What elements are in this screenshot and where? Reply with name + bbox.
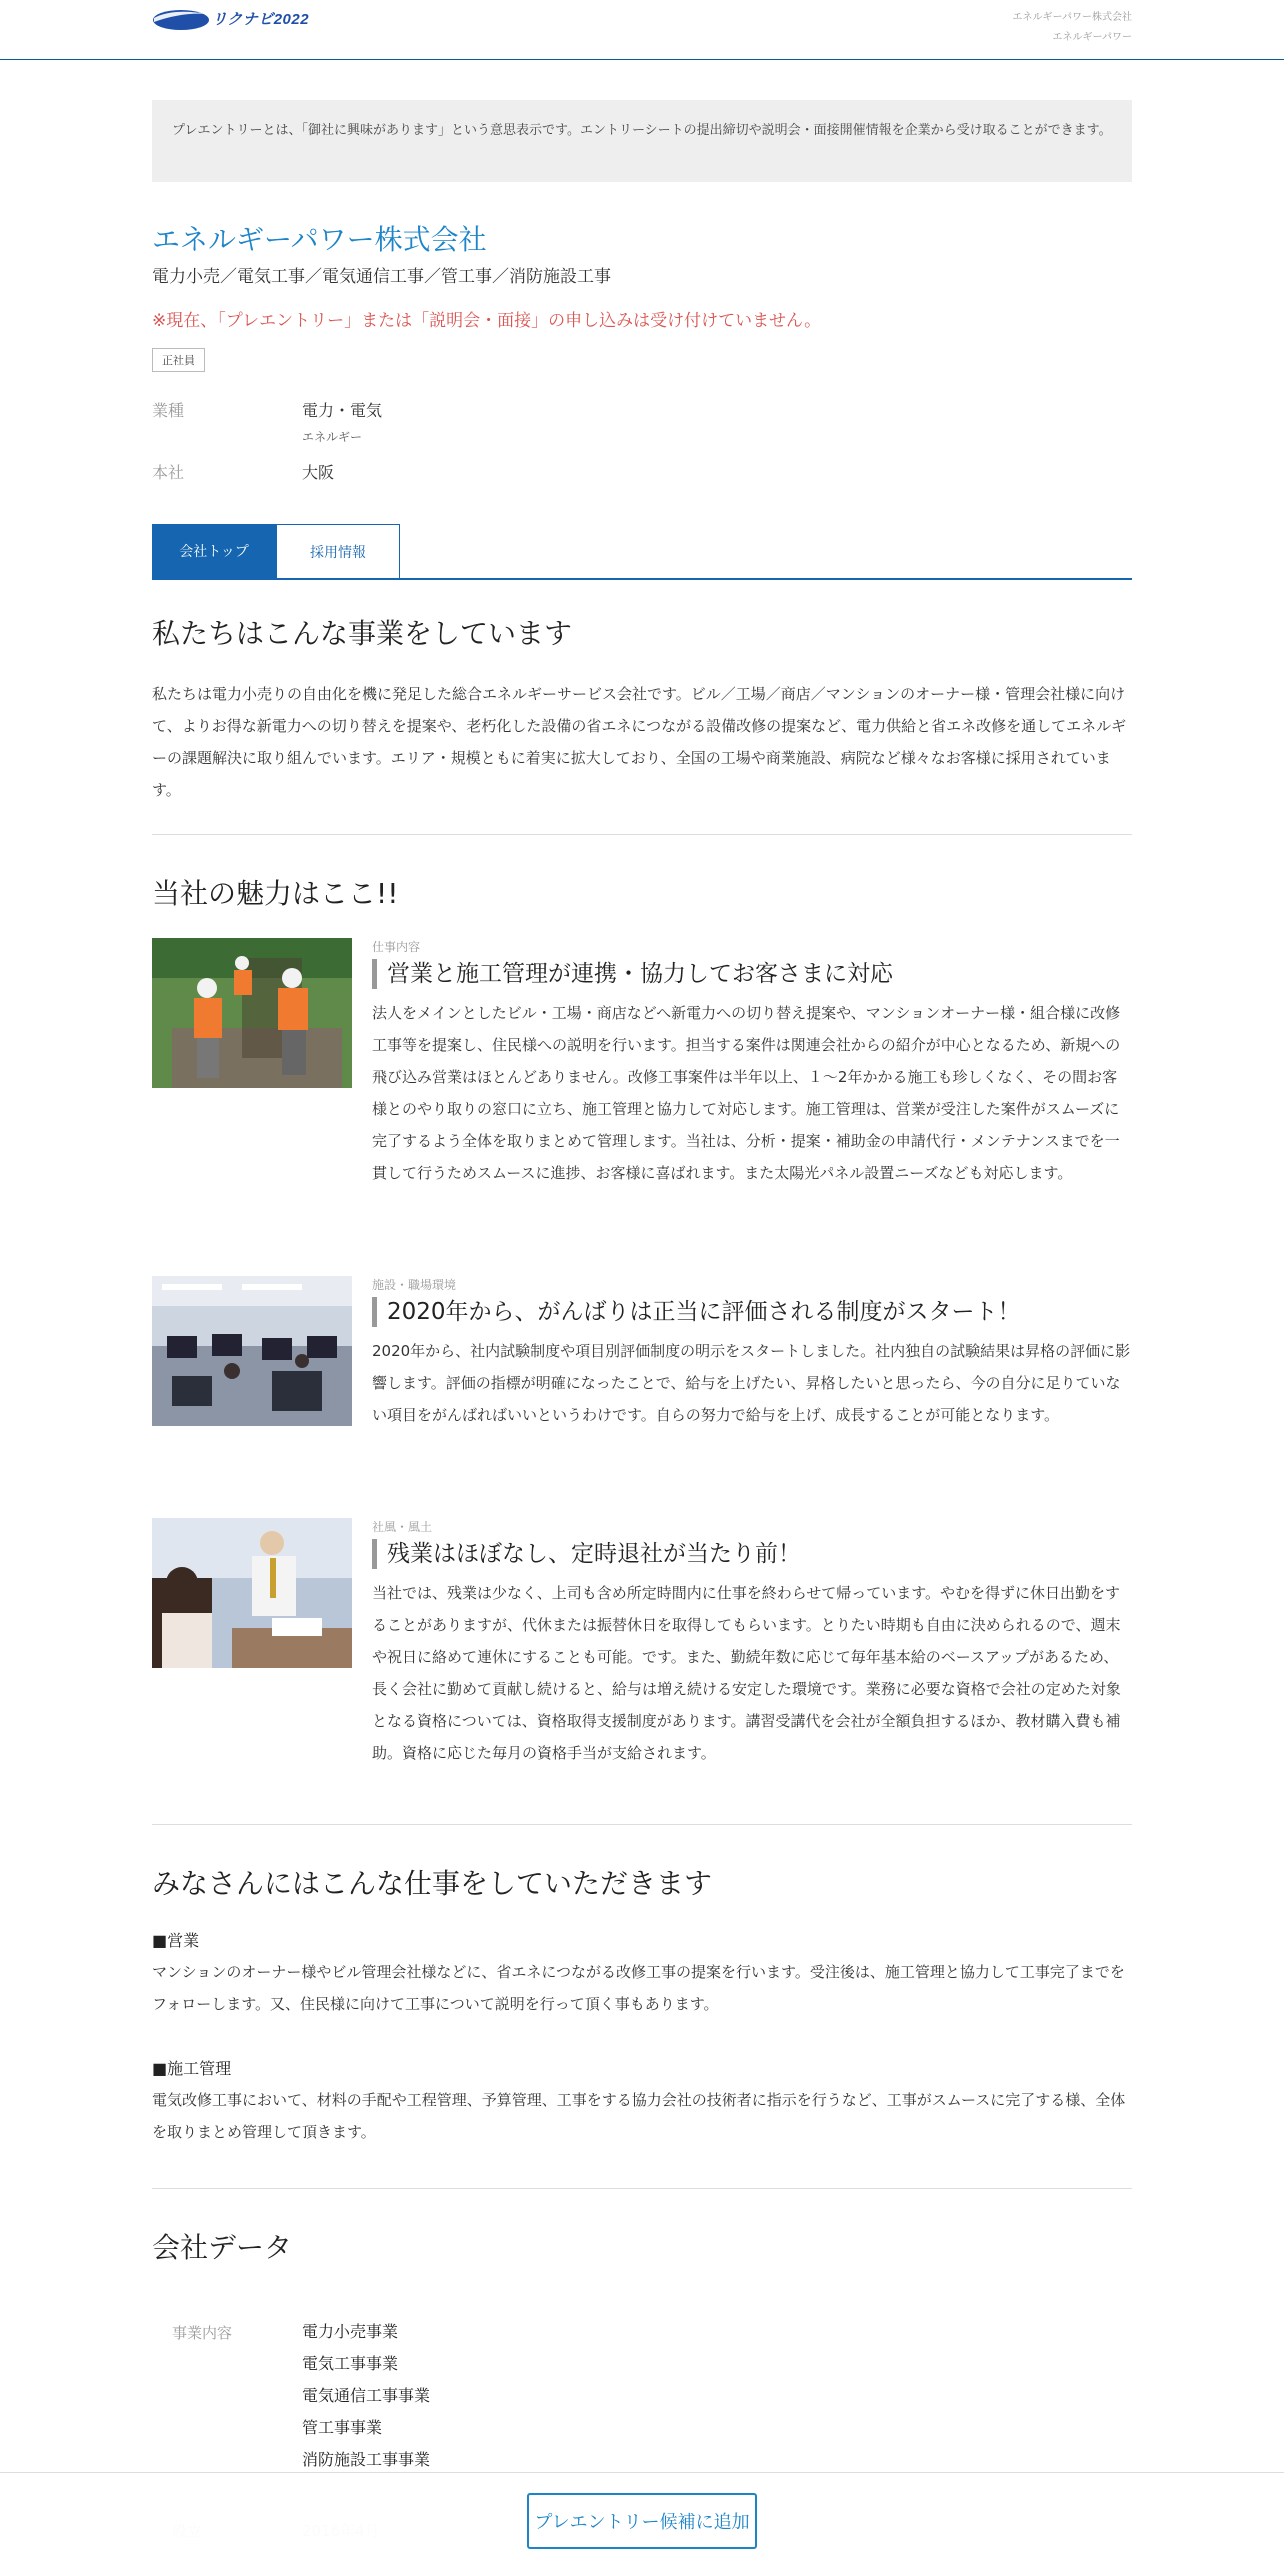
section-divider <box>152 834 1132 835</box>
industry-sub: エネルギー <box>302 430 363 444</box>
feature-photo-meeting <box>152 1518 352 1668</box>
feature-title: 2020年から、がんばりは正当に評価される制度がスタート！ <box>372 1297 1132 1327</box>
charm-section-title: 当社の魅力はここ!! <box>152 877 399 910</box>
feature-title: 営業と施工管理が連携・協力してお客さまに対応 <box>372 959 1132 989</box>
rikunabi-logo[interactable] <box>152 6 309 30</box>
company-tabs <box>152 524 1132 580</box>
industry-value: 電力・電気 <box>302 401 383 420</box>
feature-category: 仕事内容 <box>372 940 421 954</box>
entry-closed-warning: ※現在、「プレエントリー」または「説明会・面接」の申し込みは受け付けていません。 <box>152 311 822 331</box>
tab-recruitment-info[interactable]: 採用情報 <box>276 524 400 578</box>
business-section-text: 私たちは電力小売りの自由化を機に発足した総合エネルギーサービス会社です。ビル／工場／商店／マンションのオーナー様・管理会社様に向けて、よりお得な新電力への切り替えを提案や、老朽化した設備の省エネにつながる設備改修の提案など、電力供給と省エネ改修を通してエネルギーの課題解決に取り組んでいます。エリア・規模ともに着実に拡大しており、全国の工場や商業施設、病院など様々なお客様に採用されています。 <box>152 685 1127 799</box>
business-section-title: 私たちはこんな事業をしています <box>152 617 573 650</box>
business-item: 電気通信工事事業 <box>302 2386 431 2405</box>
business-items <box>302 2316 430 2476</box>
header-company-info <box>1013 8 1133 48</box>
logo-text: リクナビ2022 <box>212 10 310 28</box>
business-item: 電力小売事業 <box>302 2322 399 2341</box>
feature-category: 社風・風土 <box>372 1520 433 1534</box>
job-heading-sales: ■営業 <box>152 1931 200 1950</box>
job-text-construction: 電気改修工事において、材料の手配や工程管理、予算管理、工事をする協力会社の技術者に指示を行うなど、工事がスムースに完了する様、全体を取りまとめ管理して頂きます。 <box>152 2091 1126 2141</box>
section-divider <box>152 2188 1132 2189</box>
site-header <box>0 0 1284 60</box>
feature-text: 2020年から、社内試験制度や項目別評価制度の明示をスタートしました。社内独自の試験結果は昇格の評価に影響します。評価の指標が明確になったことで、給与を上げたい、昇格したいと思ったら、今の自分に足りていない項目をがんばればいいというわけです。自らの努力で給与を上げ、成長することが可能となります。 <box>372 1342 1131 1424</box>
add-pre-entry-button[interactable]: プレエントリー候補に追加 <box>527 2493 757 2549</box>
business-item: 電気工事事業 <box>302 2354 399 2373</box>
company-name: エネルギーパワー株式会社 <box>152 223 487 256</box>
company-data-title: 会社データ <box>152 2231 293 2264</box>
header-company-short: エネルギーパワー <box>1052 32 1132 43</box>
logo-mark-icon <box>152 6 210 30</box>
pre-entry-notice: プレエントリーとは、「御社に興味があります」という意思表示です。エントリーシートの提出締切や説明会・面接開催情報を企業から受け取ることができます。 <box>152 100 1132 182</box>
business-item: 消防施設工事事業 <box>302 2450 431 2469</box>
section-divider <box>152 1824 1132 1825</box>
feature-photo-workers <box>152 938 352 1088</box>
feature-text: 法人をメインとしたビル・工場・商店などへ新電力への切り替え提案や、マンションオーナー様・組合様に改修工事等を提案し、住民様への説明を行います。担当する案件は関連会社からの紹介が中心となるため、新規への飛び込み営業はほとんどありません。改修工事案件は半年以上、１～2年かかる施工も珍しくなく、その間お客様とのやり取りの窓口に立ち、施工管理と協力して対応します。施工管理は、営業が受注した案件がスムーズに完了するよう全体を取りまとめて管理します。当社は、分析・提案・補助金の申請代行・メンテナンスまでを一貫して行うためスムースに進捗、お客様に喜ばれます。また太陽光パネル設置ニーズなども対応します。 <box>372 1004 1121 1182</box>
job-heading-construction: ■施工管理 <box>152 2059 232 2078</box>
business-item: 管工事事業 <box>302 2418 383 2437</box>
business-label: 事業内容 <box>172 2324 233 2342</box>
employment-type-badge: 正社員 <box>152 348 205 372</box>
feature-photo-office <box>152 1276 352 1426</box>
feature-title: 残業はほぼなし、定時退社が当たり前！ <box>372 1539 1132 1569</box>
job-text-sales: マンションのオーナー様やビル管理会社様などに、省エネにつながる改修工事の提案を行います。受注後は、施工管理と協力して工事完了までをフォローします。又、住民様に向けて工事について説明を行って頂く事もあります。 <box>152 1963 1125 2013</box>
company-business-summary: 電力小売／電気工事／電気通信工事／管工事／消防施設工事 <box>152 267 611 287</box>
industry-label: 業種 <box>152 401 185 420</box>
hq-value: 大阪 <box>302 463 335 482</box>
header-company-name: エネルギーパワー株式会社 <box>1012 12 1132 23</box>
feature-category: 施設・職場環境 <box>372 1278 457 1292</box>
jobs-section-title: みなさんにはこんな仕事をしていただきます <box>152 1867 713 1900</box>
tab-company-top[interactable]: 会社トップ <box>152 524 276 578</box>
feature-text: 当社では、残業は少なく、上司も含め所定時間内に仕事を終わらせて帰っています。やむを得ずに休日出勤をすることがありますが、代休または振替休日を取得してもらいます。とりたい時期も自由に決められるので、週末や祝日に絡めて連休にすることも可能。です。また、勤続年数に応じて毎年基本給のベースアップがあるため、長く会社に勤めて貢献し続けると、給与は増え続ける安定した環境です。業務に必要な資格で会社の定めた対象となる資格については、資格取得支援制度があります。講習受講代を会社が全額負担するほか、教材購入費も補助。資格に応じた毎月の資格手当が支給されます。 <box>372 1584 1121 1762</box>
sticky-entry-bar <box>0 2472 1284 2568</box>
hq-label: 本社 <box>152 463 185 482</box>
